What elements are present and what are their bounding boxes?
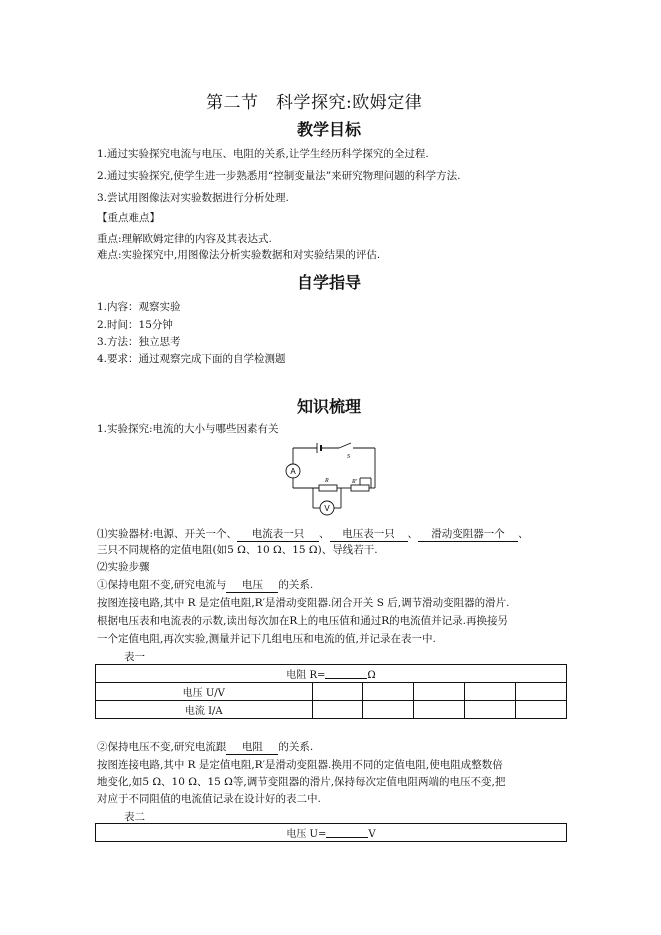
table-cell [312,701,363,719]
resistance-blank [325,668,367,679]
row-label-current: 电流 I/A [96,701,313,719]
key-point: 重点:理解欧姆定律的内容及其表达式. [97,233,272,245]
equipment-prefix: ⑴实验器材:电源、开关一个、 [97,528,238,540]
goal-item: 3.尝试用图像法对实验数据进行分析处理. [97,192,289,204]
table-2-caption: 表二 [124,811,145,823]
ammeter-label: A [290,467,296,476]
separator: 、 [319,528,330,540]
answer-blank-voltmeter: 电压表一只 [330,528,408,542]
table-cell [363,683,414,701]
separator: 、 [407,528,419,540]
table-1-caption: 表一 [124,651,145,663]
table-row [96,701,567,719]
table-1-unit: Ω [367,670,376,681]
step-2-line: 按图连接电路,其中 R 是定值电阻,R′是滑动变阻器.换用不同的定值电阻,使电阻成整数倍 [97,759,503,771]
self-study-item: 2.时间：15分钟 [97,319,173,331]
self-study-item: 3.方法：独立思考 [97,336,181,348]
table-cell [516,683,567,701]
answer-blank-resistance: 电阻 [226,741,278,755]
table-2-unit: V [368,829,376,840]
step-2-prefix: ②保持电压不变,研究电流跟 [97,741,227,753]
table-2-header-label: 电压 U= [286,829,327,840]
answer-blank-ammeter: 电流表一只 [237,528,319,542]
voltage-blank [326,827,368,838]
step-1-prefix: ①保持电阻不变,研究电流与 [97,579,227,591]
page-title: 第二节 科学探究:欧姆定律 [206,93,423,113]
step-2-line: 对应于不同阻值的电流值记录在设计好的表二中. [97,793,321,805]
rheostat-label: R' [352,479,357,485]
step-2-heading [97,741,313,755]
answer-blank-voltage: 电压 [226,579,278,593]
steps-heading: ⑵实验步骤 [97,561,150,573]
circuit-diagram [283,440,383,518]
resistor-label: R [325,478,329,484]
table-cell [363,701,414,719]
step-1-line: 一个定值电阻,再次实验,测量并记下几组电压和电流的值,并记录在表一中. [97,633,436,645]
section-heading-self-study: 自学指导 [297,273,362,292]
table-2-header [96,824,567,842]
table-cell [516,701,567,719]
table-1 [95,664,567,719]
equipment-line-1 [97,528,529,542]
voltmeter-label: V [324,504,330,513]
step-1-suffix: 的关系. [278,579,314,591]
self-study-item: 1.内容：观察实验 [97,301,181,313]
table-cell [465,701,516,719]
self-study-item: 4.要求：通过观察完成下面的自学检测题 [97,353,286,365]
step-2-line: 地变化,如5 Ω、10 Ω、15 Ω等,调节变阻器的滑片,保持每次定值电阻两端的电压不变,把 [97,776,506,788]
table-cell [465,683,516,701]
knowledge-item-1: 1.实验探究:电流的大小与哪些因素有关 [97,423,279,435]
step-1-line: 按图连接电路,其中 R 是定值电阻,R′是滑动变阻器.闭合开关 S 后,调节滑动变阻器的滑片. [97,597,510,609]
row-label-voltage: 电压 U/V [96,683,313,701]
table-cell [414,683,465,701]
section-heading-knowledge: 知识梳理 [297,397,362,416]
equipment-line-2: 三只不同规格的定值电阻(如5 Ω、10 Ω、15 Ω)、导线若干. [97,544,378,556]
difficult-point: 难点:实验探究中,用图像法分析实验数据和对实验结果的评估. [97,249,381,261]
separator: 、 [518,528,529,540]
answer-blank-rheostat: 滑动变阻器一个 [418,528,518,542]
table-cell [312,683,363,701]
voltmeter-icon [320,501,334,515]
ammeter-icon [286,464,300,478]
switch-label: S [347,454,350,460]
step-2-suffix: 的关系. [278,741,314,753]
table-1-header [96,665,567,683]
goal-item: 1.通过实验探究电流与电压、电阻的关系,让学生经历科学探究的全过程. [97,148,429,160]
table-2 [95,823,567,842]
key-difficult-heading: 【重点难点】 [97,212,160,224]
table-1-header-label: 电阻 R= [286,670,326,681]
table-cell [414,701,465,719]
step-1-line: 根据电压表和电流表的示数,读出每次加在R上的电压值和通过R的电流值并记录.再换接另 [97,615,508,627]
table-row [96,683,567,701]
step-1-heading [97,579,313,593]
goal-item: 2.通过实验探究,使学生进一步熟悉用“控制变量法”来研究物理问题的科学方法. [97,170,461,182]
section-heading-goals: 教学目标 [297,120,362,139]
